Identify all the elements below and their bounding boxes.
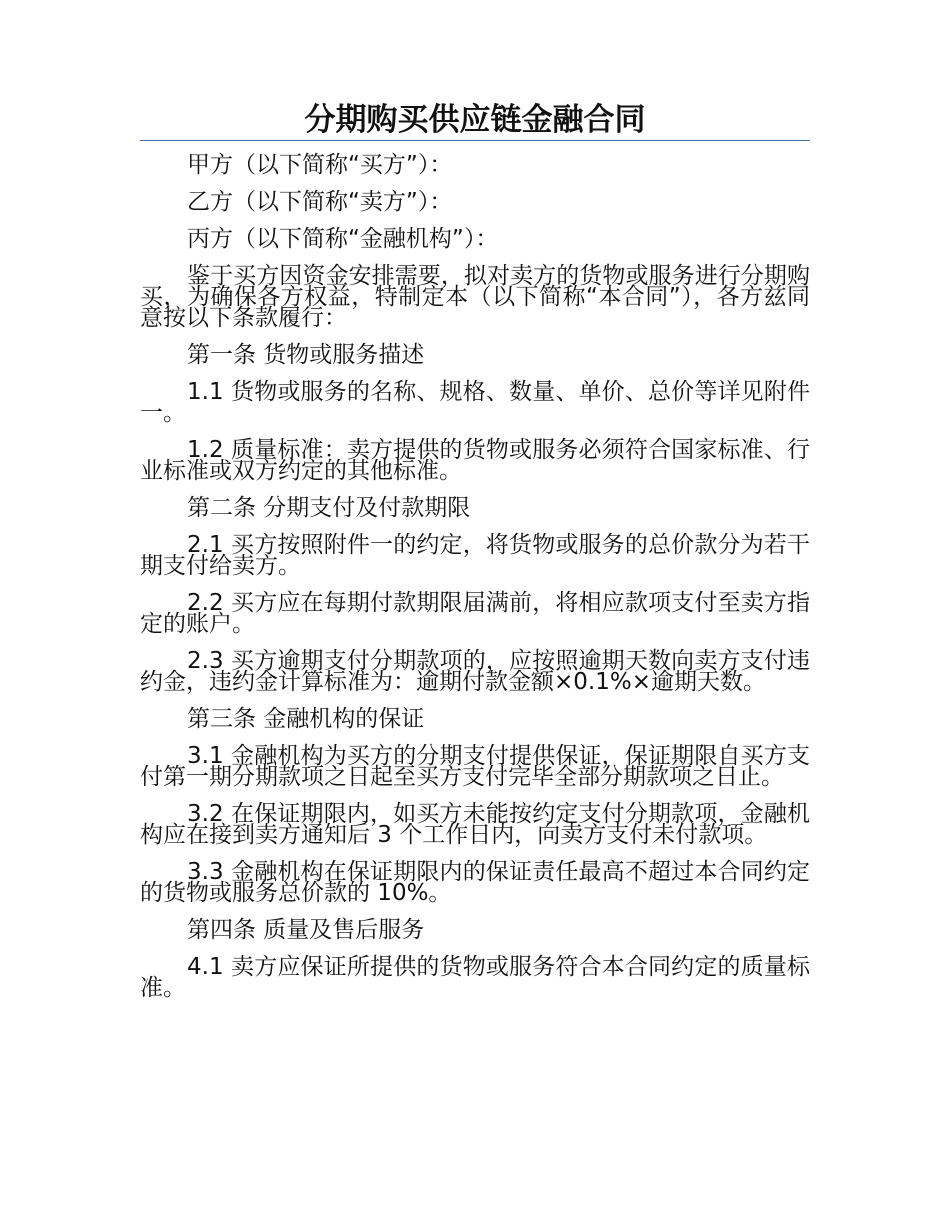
clause-1-1: 1.1 货物或服务的名称、规格、数量、单价、总价等详见附件一。 [140,379,810,426]
clause-2-2: 2.2 买方应在每期付款期限届满前，将相应款项支付至卖方指定的账户。 [140,590,810,637]
clause-2-3: 2.3 买方逾期支付分期款项的，应按照逾期天数向卖方支付违约金，违约金计算标准为：逾期付款金额×0.1%×逾期天数。 [140,648,810,695]
article-2-heading: 第二条 分期支付及付款期限 [187,495,471,521]
clause-3-1: 3.1 金融机构为买方的分期支付提供保证，保证期限自买方支付第一期分期款项之日起至买方支付完毕全部分期款项之日止。 [140,743,810,790]
clause-4-1: 4.1 卖方应保证所提供的货物或服务符合本合同约定的质量标准。 [140,954,810,1001]
title-underline [140,140,810,141]
article-3-heading: 第三条 金融机构的保证 [187,706,425,732]
party-c-line: 丙方（以下简称“金融机构”）： [187,226,499,252]
document-body [140,152,810,1001]
preamble-paragraph: 鉴于买方因资金安排需要，拟对卖方的货物或服务进行分期购买，为确保各方权益，特制定本（以下简称“本合同”），各方兹同意按以下条款履行： [140,263,810,331]
article-4-heading: 第四条 质量及售后服务 [187,917,425,943]
document-page [140,100,810,1015]
document-title: 分期购买供应链金融合同 [304,102,646,138]
clause-2-1: 2.1 买方按照附件一的约定，将货物或服务的总价款分为若干期支付给卖方。 [140,532,810,579]
party-a-line: 甲方（以下简称“买方”）： [187,152,453,178]
clause-3-3: 3.3 金融机构在保证期限内的保证责任最高不超过本合同约定的货物或服务总价款的 10%。 [140,859,810,906]
clause-1-2: 1.2 质量标准：卖方提供的货物或服务必须符合国家标准、行业标准或双方约定的其他标准。 [140,437,810,484]
clause-3-2: 3.2 在保证期限内，如买方未能按约定支付分期款项，金融机构应在接到卖方通知后 3 个工作日内，向卖方支付未付款项。 [140,801,810,848]
party-b-line: 乙方（以下简称“卖方”）： [187,189,453,215]
article-1-heading: 第一条 货物或服务描述 [187,342,425,368]
